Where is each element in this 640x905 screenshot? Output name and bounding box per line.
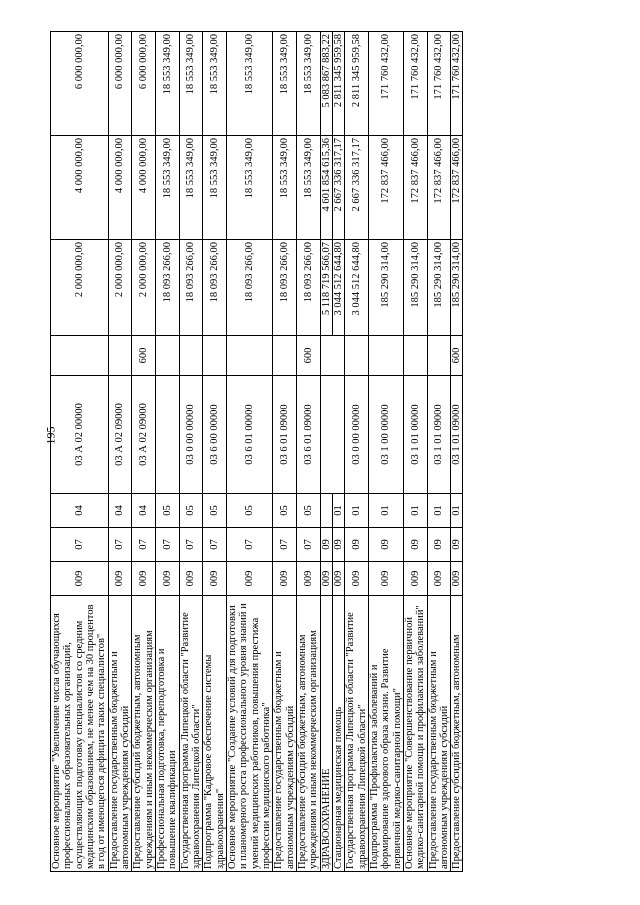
cell-name: Подпрограмма "Профилактика заболеваний и формирование здорового образа жизни. Развитие первичной медико-санитарной помощи" [368, 596, 403, 872]
cell-ved: 009 [403, 562, 427, 596]
cell-year3: 6 000 000,00 [108, 32, 132, 136]
table-body-bottom [345, 32, 463, 872]
cell-csr: 03 1 01 00000 [403, 376, 427, 494]
cell-csr: 03 0 00 00000 [345, 376, 369, 494]
cell-pr: 05 [296, 494, 320, 528]
cell-year3: 171 760 432,00 [403, 32, 427, 136]
cell-name: Предоставление государственным бюджетным и автономным учреждениям субсидий [273, 596, 297, 872]
cell-rz: 09 [427, 528, 451, 562]
table-row [345, 32, 369, 872]
cell-csr: 03 6 01 09000 [296, 376, 320, 494]
table-row [296, 32, 320, 872]
cell-year2: 4 000 000,00 [132, 136, 156, 240]
cell-year2: 18 553 349,00 [179, 136, 203, 240]
cell-year1: 185 290 314,00 [427, 240, 451, 336]
cell-vr [345, 336, 369, 376]
cell-year1: 18 093 266,00 [203, 240, 227, 336]
cell-ved: 009 [179, 562, 203, 596]
cell-pr: 01 [368, 494, 403, 528]
cell-csr: 03 6 01 09000 [273, 376, 297, 494]
cell-ved: 009 [345, 562, 369, 596]
cell-rz: 07 [296, 528, 320, 562]
cell-year3: 2 811 345 959,58 [345, 32, 369, 136]
cell-year3: 6 000 000,00 [132, 32, 156, 136]
cell-year1: 185 290 314,00 [368, 240, 403, 336]
cell-rz [320, 528, 345, 562]
table-row [179, 32, 203, 872]
cell-pr: 04 [108, 494, 132, 528]
cell-pr: 01 [345, 494, 369, 528]
table-row [132, 32, 156, 872]
cell-vr [273, 336, 297, 376]
cell-name: Основное мероприятие "Совершенствование первичной медико-санитарной помощи и профилактики заболеваний" [403, 596, 427, 872]
cell-year2: 4 000 000,00 [108, 136, 132, 240]
cell-ved: 009 [451, 562, 463, 596]
cell-year3: 171 760 432,00 [427, 32, 451, 136]
cell-rz: 09 [368, 528, 403, 562]
cell-pr: 01 [403, 494, 427, 528]
cell-csr: 03 1 01 09000 [427, 376, 451, 494]
cell-csr: 03 А 02 09000 [132, 376, 156, 494]
group-y1-2: 3 044 512 644,80 [332, 240, 344, 335]
cell-rz: 07 [226, 528, 272, 562]
cell-pr: 05 [155, 494, 179, 528]
cell-name: Предоставление субсидий бюджетным, автономным учреждениям и иным некоммерческим организациям [296, 596, 320, 872]
cell-year3: 18 553 349,00 [155, 32, 179, 136]
cell-rz: 07 [132, 528, 156, 562]
cell-csr: 03 0 00 00000 [179, 376, 203, 494]
cell-rz: 07 [203, 528, 227, 562]
cell-ved: 009 [296, 562, 320, 596]
table-row [368, 32, 403, 872]
cell-name: Предоставление субсидий бюджетным, автономным учреждениям и иным некоммерческим организациям [132, 596, 156, 872]
cell-csr: 03 1 01 09000 [451, 376, 463, 494]
cell-pr: 05 [179, 494, 203, 528]
cell-ved: 009 [155, 562, 179, 596]
cell-pr: 01 [451, 494, 463, 528]
cell-csr [320, 376, 345, 494]
cell-vr [320, 336, 345, 376]
cell-year1: 18 093 266,00 [179, 240, 203, 336]
cell-year2: 172 837 466,00 [427, 136, 451, 240]
cell-rz: 09 [451, 528, 463, 562]
cell-year2: 18 553 349,00 [203, 136, 227, 240]
cell-year1: 18 093 266,00 [155, 240, 179, 336]
cell-year2: 172 837 466,00 [403, 136, 427, 240]
cell-ved: 009 [108, 562, 132, 596]
cell-ved: 009 [368, 562, 403, 596]
cell-name: Предоставление государственным бюджетным и автономным учреждениям субсидий [108, 596, 132, 872]
cell-year1: 185 290 314,00 [451, 240, 463, 336]
cell-name: Государственная программа Липецкой области "Развитие здравоохранения Липецкой области" [179, 596, 203, 872]
table-row-group-health [320, 32, 345, 872]
cell-ved: 009 [427, 562, 451, 596]
cell-year2: 172 837 466,00 [368, 136, 403, 240]
cell-pr: 04 [132, 494, 156, 528]
cell-name: Предоставление государственным бюджетным и автономным учреждениям субсидий [427, 596, 451, 872]
cell-vr [203, 336, 227, 376]
cell-year2: 18 553 349,00 [226, 136, 272, 240]
group-y3-1: 5 083 867 883,22 [320, 34, 332, 108]
group-y3-2: 2 811 345 959,58 [332, 32, 344, 135]
cell-name: Предоставление субсидий бюджетным, автономным [451, 596, 463, 872]
table-row [203, 32, 227, 872]
cell-year1 [320, 240, 345, 336]
cell-name: Основное мероприятие "Создание условий для подготовки и планомерного роста профессионального уровня знаний и умений медицинских работников, повышения престижа профессии медицинского работника" [226, 596, 272, 872]
cell-vr: 600 [296, 336, 320, 376]
group-y2-2: 2 667 336 317,17 [332, 136, 344, 239]
group-pr-1 [321, 494, 332, 527]
cell-year1: 185 290 314,00 [403, 240, 427, 336]
cell-rz: 09 [345, 528, 369, 562]
cell-vr [51, 336, 109, 376]
cell-vr [403, 336, 427, 376]
cell-rz: 07 [179, 528, 203, 562]
cell-year2: 172 837 466,00 [451, 136, 463, 240]
cell-ved: 009 [226, 562, 272, 596]
cell-vr [368, 336, 403, 376]
cell-year1: 18 093 266,00 [296, 240, 320, 336]
cell-ved [320, 562, 345, 596]
cell-year2: 4 000 000,00 [51, 136, 109, 240]
table-body-top [51, 32, 321, 872]
cell-pr [320, 494, 345, 528]
cell-csr [155, 376, 179, 494]
table-row [226, 32, 272, 872]
cell-pr: 04 [51, 494, 109, 528]
cell-year1: 18 093 266,00 [226, 240, 272, 336]
cell-vr [226, 336, 272, 376]
cell-vr [155, 336, 179, 376]
group-name-2: Стационарная медицинская помощь [332, 596, 344, 871]
group-y1-1: 5 118 719 566,07 [320, 242, 332, 316]
cell-year2 [320, 136, 345, 240]
cell-name: Основное мероприятие "Увеличение числа обучающихся профессиональных образовательных организаций, осуществляющих подготовку специалистов со средним медицинским образованием, не менее чем на 30 процентов в год от имеющегося дефицита таких специалистов" [51, 596, 109, 872]
table-row [403, 32, 427, 872]
cell-rz: 07 [155, 528, 179, 562]
cell-year3 [320, 32, 345, 136]
cell-rz: 07 [108, 528, 132, 562]
cell-csr: 03 6 01 00000 [226, 376, 272, 494]
table-row [155, 32, 179, 872]
cell-ved: 009 [273, 562, 297, 596]
cell-csr: 03 А 02 09000 [108, 376, 132, 494]
cell-year3: 171 760 432,00 [368, 32, 403, 136]
cell-rz: 07 [273, 528, 297, 562]
group-rz-1: 09 [320, 539, 332, 550]
cell-year3: 6 000 000,00 [51, 32, 109, 136]
cell-year2: 18 553 349,00 [273, 136, 297, 240]
cell-vr [427, 336, 451, 376]
cell-rz: 07 [51, 528, 109, 562]
cell-year3: 18 553 349,00 [273, 32, 297, 136]
group-pr-2: 01 [332, 494, 344, 527]
cell-year3: 18 553 349,00 [296, 32, 320, 136]
page-number: 195 [43, 426, 58, 445]
cell-pr: 05 [273, 494, 297, 528]
cell-year3: 18 553 349,00 [179, 32, 203, 136]
table-row [427, 32, 451, 872]
budget-table-container [50, 32, 463, 872]
cell-ved: 009 [203, 562, 227, 596]
cell-year1: 2 000 000,00 [132, 240, 156, 336]
table-row [273, 32, 297, 872]
cell-vr: 600 [451, 336, 463, 376]
budget-table [50, 31, 463, 872]
table-body-group [320, 32, 345, 872]
cell-year3: 171 760 432,00 [451, 32, 463, 136]
cell-pr: 05 [203, 494, 227, 528]
cell-vr: 600 [132, 336, 156, 376]
cell-year2: 18 553 349,00 [296, 136, 320, 240]
cell-year1: 2 000 000,00 [108, 240, 132, 336]
cell-vr [179, 336, 203, 376]
cell-name: Профессиональная подготовка, переподготовка и повышение квалификации [155, 596, 179, 872]
table-row [451, 32, 463, 872]
group-y2-1: 4 601 854 615,36 [320, 138, 332, 212]
cell-csr: 03 6 00 00000 [203, 376, 227, 494]
cell-pr: 01 [427, 494, 451, 528]
group-ved-1: 009 [320, 570, 332, 587]
cell-year2: 2 667 336 317,17 [345, 136, 369, 240]
cell-name: Подпрограмма "Кадровое обеспечение системы здравоохранения" [203, 596, 227, 872]
group-ved-2: 009 [332, 562, 344, 595]
cell-csr: 03 1 00 00000 [368, 376, 403, 494]
cell-year1: 18 093 266,00 [273, 240, 297, 336]
cell-year3: 18 553 349,00 [203, 32, 227, 136]
cell-year1: 2 000 000,00 [51, 240, 109, 336]
cell-rz: 09 [403, 528, 427, 562]
group-name-1: ЗДРАВООХРАНЕНИЕ [320, 768, 332, 869]
table-row [51, 32, 109, 872]
cell-ved: 009 [51, 562, 109, 596]
cell-year3: 18 553 349,00 [226, 32, 272, 136]
cell-name [320, 596, 345, 872]
cell-csr: 03 А 02 00000 [51, 376, 109, 494]
cell-pr: 05 [226, 494, 272, 528]
cell-vr [108, 336, 132, 376]
cell-year2: 18 553 349,00 [155, 136, 179, 240]
group-rz-2: 09 [332, 528, 344, 561]
cell-year1: 3 044 512 644,80 [345, 240, 369, 336]
cell-ved: 009 [132, 562, 156, 596]
cell-name: Государственная программа Липецкой области "Развитие здравоохранения Липецкой области" [345, 596, 369, 872]
table-row [108, 32, 132, 872]
